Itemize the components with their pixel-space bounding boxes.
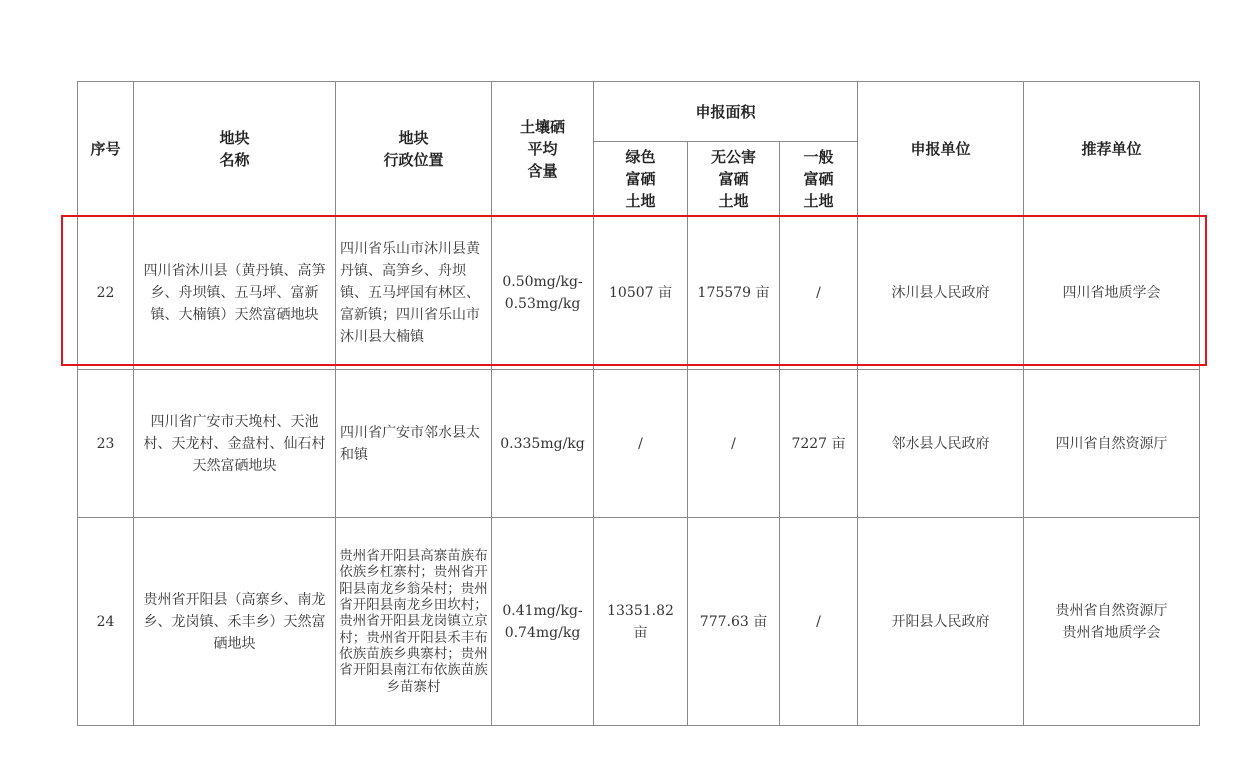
header-content: 土壤硒 平均 含量 bbox=[492, 82, 594, 217]
table-row bbox=[78, 518, 1200, 726]
cell-seq: 23 bbox=[78, 370, 134, 518]
header-recommender: 推荐单位 bbox=[1024, 82, 1200, 217]
cell-content: 0.41mg/kg- 0.74mg/kg bbox=[492, 518, 594, 726]
cell-green: 13351.82 亩 bbox=[594, 518, 688, 726]
cell-recommender: 四川省地质学会 bbox=[1024, 217, 1200, 370]
cell-pollution-free: / bbox=[688, 370, 780, 518]
cell-location: 贵州省开阳县高寨苗族布依族乡杠寨村；贵州省开阳县南龙乡翁朵村；贵州省开阳县南龙乡田坎村；贵州省开阳县龙岗镇立京村；贵州省开阳县禾丰布依族苗族乡典寨村；贵州省开阳县南江布依族苗族乡苗寨村 bbox=[336, 518, 492, 726]
header-applicant: 申报单位 bbox=[858, 82, 1024, 217]
cell-applicant: 邻水县人民政府 bbox=[858, 370, 1024, 518]
header-general: 一般 富硒 土地 bbox=[780, 142, 858, 217]
cell-content: 0.335mg/kg bbox=[492, 370, 594, 518]
cell-name: 四川省广安市天堍村、天池村、天龙村、金盘村、仙石村天然富硒地块 bbox=[134, 370, 336, 518]
cell-name: 四川省沐川县（黄丹镇、高笋乡、舟坝镇、五马坪、富新镇、大楠镇）天然富硒地块 bbox=[134, 217, 336, 370]
header-name: 地块 名称 bbox=[134, 82, 336, 217]
header-green: 绿色 富硒 土地 bbox=[594, 142, 688, 217]
header-location: 地块 行政位置 bbox=[336, 82, 492, 217]
selenium-land-table bbox=[77, 81, 1200, 726]
cell-recommender: 四川省自然资源厅 bbox=[1024, 370, 1200, 518]
cell-green: 10507 亩 bbox=[594, 217, 688, 370]
cell-general: / bbox=[780, 518, 858, 726]
cell-general: 7227 亩 bbox=[780, 370, 858, 518]
cell-location: 四川省乐山市沐川县黄丹镇、高笋乡、舟坝镇、五马坪国有林区、富新镇；四川省乐山市沐川县大楠镇 bbox=[336, 217, 492, 370]
cell-content: 0.50mg/kg- 0.53mg/kg bbox=[492, 217, 594, 370]
header-row-1 bbox=[78, 82, 1200, 142]
cell-seq: 22 bbox=[78, 217, 134, 370]
header-area: 申报面积 bbox=[594, 82, 858, 142]
cell-applicant: 开阳县人民政府 bbox=[858, 518, 1024, 726]
cell-location: 四川省广安市邻水县太和镇 bbox=[336, 370, 492, 518]
header-pollution-free: 无公害 富硒 土地 bbox=[688, 142, 780, 217]
table-row bbox=[78, 217, 1200, 370]
cell-name: 贵州省开阳县（高寨乡、南龙乡、龙岗镇、禾丰乡）天然富硒地块 bbox=[134, 518, 336, 726]
cell-general: / bbox=[780, 217, 858, 370]
cell-green: / bbox=[594, 370, 688, 518]
table-row bbox=[78, 370, 1200, 518]
header-seq: 序号 bbox=[78, 82, 134, 217]
cell-recommender: 贵州省自然资源厅 贵州省地质学会 bbox=[1024, 518, 1200, 726]
cell-seq: 24 bbox=[78, 518, 134, 726]
cell-pollution-free: 175579 亩 bbox=[688, 217, 780, 370]
cell-pollution-free: 777.63 亩 bbox=[688, 518, 780, 726]
cell-applicant: 沐川县人民政府 bbox=[858, 217, 1024, 370]
